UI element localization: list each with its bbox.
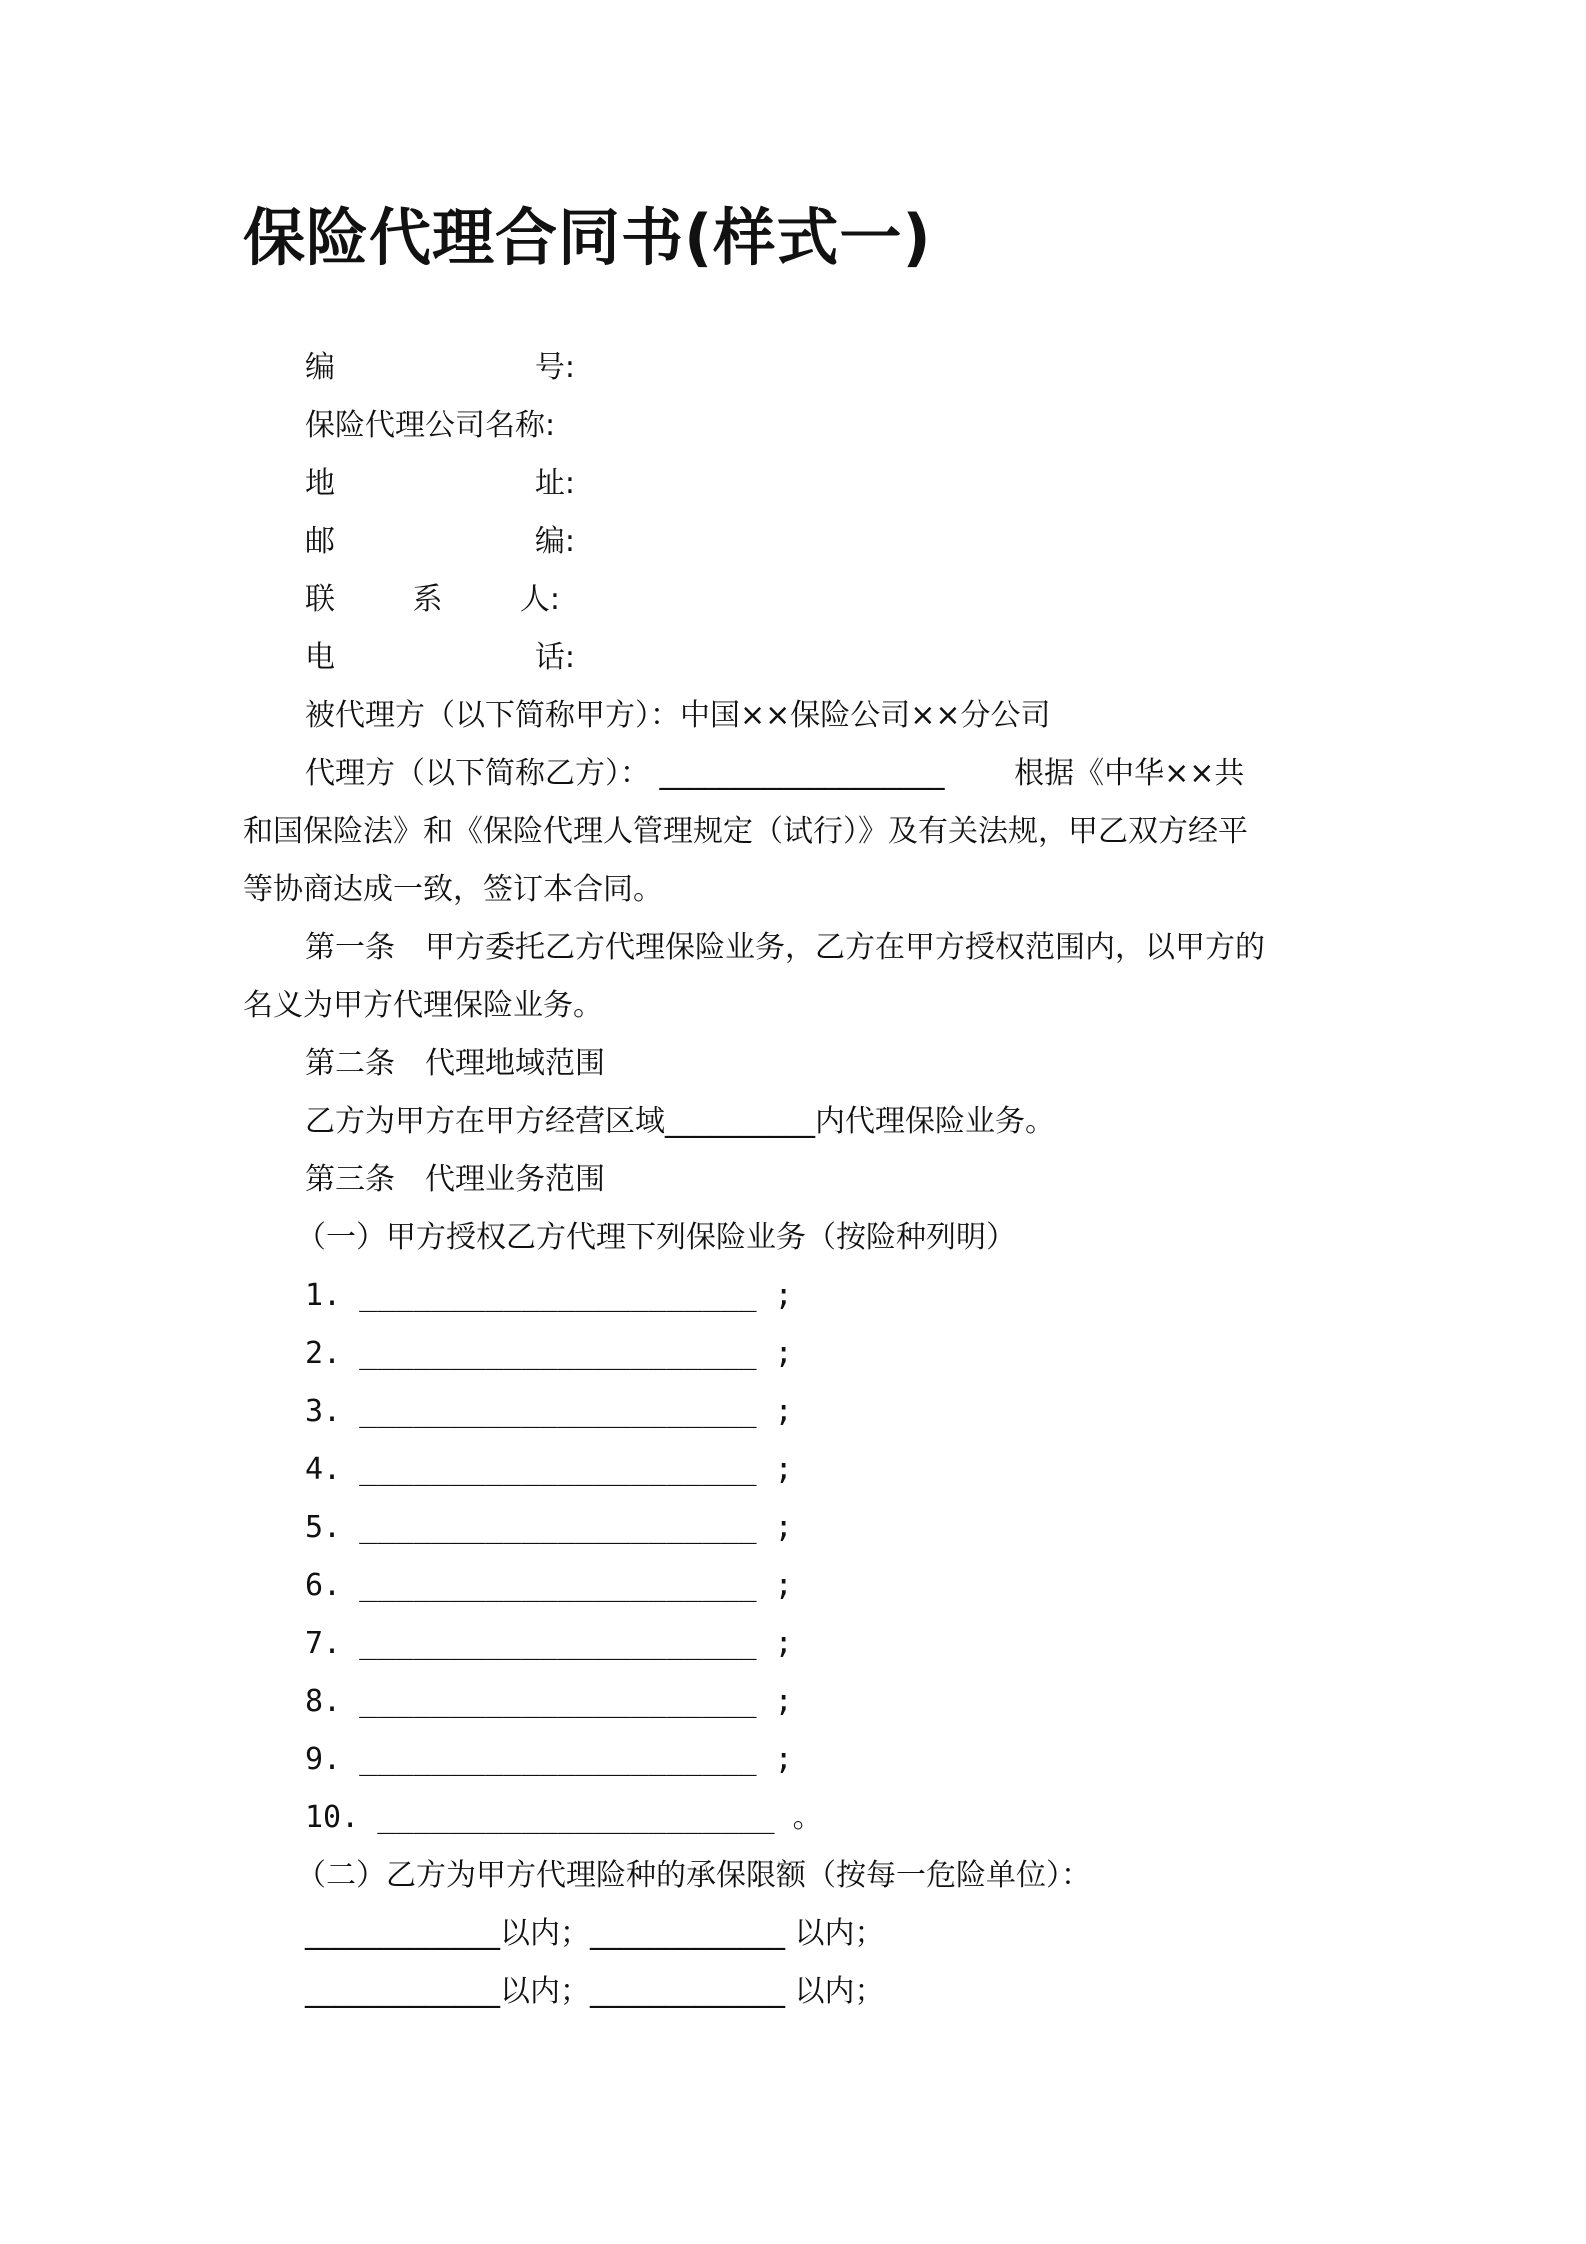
- field-contact-char1: 联: [305, 582, 335, 617]
- list-item: 7. ______________________ ;: [305, 1626, 793, 1661]
- limit-row-2: _____________以内；_____________ 以内；: [305, 1974, 885, 2009]
- field-phone-char1: 电: [305, 640, 335, 675]
- field-number-char2: 号:: [534, 350, 575, 385]
- list-item: 9. ______________________ ;: [305, 1742, 793, 1777]
- list-item: 8. ______________________ ;: [305, 1684, 793, 1719]
- list-item: 10. ______________________ 。: [305, 1800, 823, 1835]
- principal-party: 被代理方（以下简称甲方）：中国××保险公司××分公司: [305, 698, 1051, 733]
- field-contact: [305, 580, 560, 620]
- field-phone-char2: 话:: [534, 640, 575, 675]
- article-3-subsection-1: （一）甲方授权乙方代理下列保险业务（按险种列明）: [296, 1220, 1016, 1255]
- basis-line-2: 和国保险法》和《保险代理人管理规定（试行）》及有关法规，甲乙双方经平: [243, 814, 1248, 849]
- field-contact-char2: 系: [412, 582, 443, 617]
- page-title: 保险代理合同书(样式一): [243, 201, 932, 274]
- article-2-text: 乙方为甲方在甲方经营区域__________内代理保险业务。: [305, 1104, 1055, 1139]
- list-item: 6. ______________________ ;: [305, 1568, 793, 1603]
- field-postcode: [305, 522, 575, 562]
- field-address-char2: 址:: [534, 466, 575, 501]
- list-item: 5. ______________________ ;: [305, 1510, 793, 1545]
- list-item: 3. ______________________ ;: [305, 1394, 793, 1429]
- list-item: 4. ______________________ ;: [305, 1452, 793, 1487]
- field-agency-name: 保险代理公司名称:: [305, 408, 556, 443]
- limit-row-1: _____________以内；_____________ 以内；: [305, 1916, 885, 1951]
- agent-party: [305, 754, 1244, 794]
- field-postcode-char2: 编:: [534, 524, 575, 559]
- basis-start: 根据《中华××共: [1014, 756, 1245, 791]
- field-phone: [305, 638, 575, 678]
- article-2-title: 第二条 代理地域范围: [305, 1046, 605, 1081]
- field-address: [305, 464, 575, 504]
- article-3-title: 第三条 代理业务范围: [305, 1162, 605, 1197]
- article-3-subsection-2: （二）乙方为甲方代理险种的承保限额（按每一危险单位）：: [296, 1858, 1091, 1893]
- agent-party-blank: ___________________: [659, 756, 945, 791]
- field-number-char1: 编: [305, 350, 335, 385]
- field-address-char1: 地: [305, 466, 335, 501]
- field-number: [305, 348, 575, 388]
- agent-party-label: 代理方（以下简称乙方）：: [305, 756, 650, 791]
- list-item: 2. ______________________ ;: [305, 1336, 793, 1371]
- field-contact-char3: 人:: [519, 582, 560, 617]
- list-item: 1. ______________________ ;: [305, 1278, 793, 1313]
- field-postcode-char1: 邮: [305, 524, 335, 559]
- article-1-line-1: 第一条 甲方委托乙方代理保险业务，乙方在甲方授权范围内，以甲方的: [305, 930, 1265, 965]
- article-1-line-2: 名义为甲方代理保险业务。: [243, 988, 603, 1023]
- basis-line-3: 等协商达成一致，签订本合同。: [243, 872, 663, 907]
